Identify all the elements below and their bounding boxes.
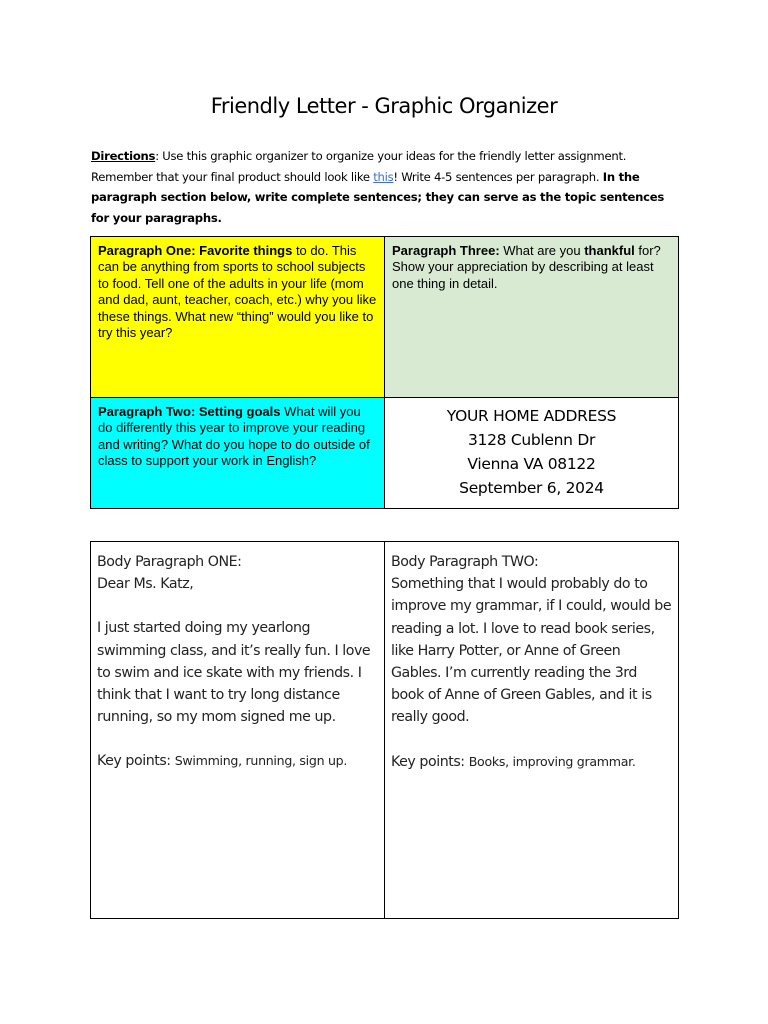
directions — [91, 146, 681, 228]
body-paragraph-one-cell[interactable] — [91, 542, 385, 919]
paragraph-three-label: Paragraph Three: — [392, 243, 500, 258]
home-address-cell — [385, 398, 679, 509]
paragraph-one-label: Paragraph One: Favorite things — [98, 243, 293, 258]
paragraph-two-cell — [91, 398, 385, 509]
paragraph-two-label: Paragraph Two: Setting goals — [98, 404, 281, 419]
graphic-organizer-table — [90, 236, 679, 509]
key-points-label: Key points: — [97, 753, 175, 770]
paragraph-one-text: to do. This can be anything from sports to school subjects to food. Tell one of the adults in your life (mom and dad, aunt, teacher, coach, etc.) why you like these things. What new “thing” would you like to try this year? — [98, 243, 377, 341]
body-two-paragraph: Something that I would probably do to improve my grammar, if I could, would be reading a lot. I love to read book series, like Harry Potter, or Anne of Green Gables. I’m currently reading the 3rd book of Anne of Green Gables, and it is really good. — [391, 576, 672, 726]
key-points-text: Swimming, running, sign up. — [174, 753, 348, 769]
paragraph-three-text-2: for? Show your appreciation by describing at least one thing in detail. — [392, 243, 661, 291]
key-points-label: Key points: — [391, 753, 469, 770]
directions-text-2: ! Write 4-5 sentences per paragraph. — [393, 169, 603, 184]
body-one-heading: Body Paragraph ONE: — [97, 554, 242, 570]
body-one-greeting: Dear Ms. Katz, — [97, 576, 194, 593]
key-points-text: Books, improving grammar. — [468, 753, 636, 769]
directions-text-1: : Use this graphic organizer to organize your ideas for the friendly letter assignment. Remember that your final product should look like — [91, 149, 627, 184]
directions-label: Directions — [91, 149, 156, 163]
body-two-heading: Body Paragraph TWO: — [391, 554, 539, 570]
body-two-key-points — [391, 751, 672, 773]
paragraph-one-cell — [91, 237, 385, 398]
body-one-key-points — [97, 750, 378, 772]
paragraph-three-text-1: What are you — [499, 243, 585, 258]
example-link[interactable]: this — [373, 169, 394, 184]
address-city: Vienna VA 08122 — [467, 455, 596, 473]
address-heading: YOUR HOME ADDRESS — [446, 407, 617, 425]
body-one-paragraph: I just started doing my yearlong swimming class, and it’s really fun. I love to swim and ice skate with my friends. I think that I want to try long distance running, so my mom signed me up. — [97, 620, 371, 726]
address-street: 3128 Cublenn Dr — [467, 431, 596, 449]
body-paragraphs-table — [90, 541, 679, 919]
body-paragraph-two-cell[interactable] — [385, 542, 679, 919]
paragraph-three-cell — [385, 237, 679, 398]
paragraph-two-text: What will you do differently this year to improve your reading and writing? What do you hope to do outside of class to support your work in English? — [98, 404, 370, 469]
paragraph-three-bold: thankful — [584, 243, 635, 258]
address-date: September 6, 2024 — [459, 479, 604, 497]
page-title: Friendly Letter - Graphic Organizer — [210, 94, 558, 118]
directions-bold: In the paragraph section below, write complete sentences; they can serve as the topic sentences for your paragraphs. — [91, 169, 664, 225]
